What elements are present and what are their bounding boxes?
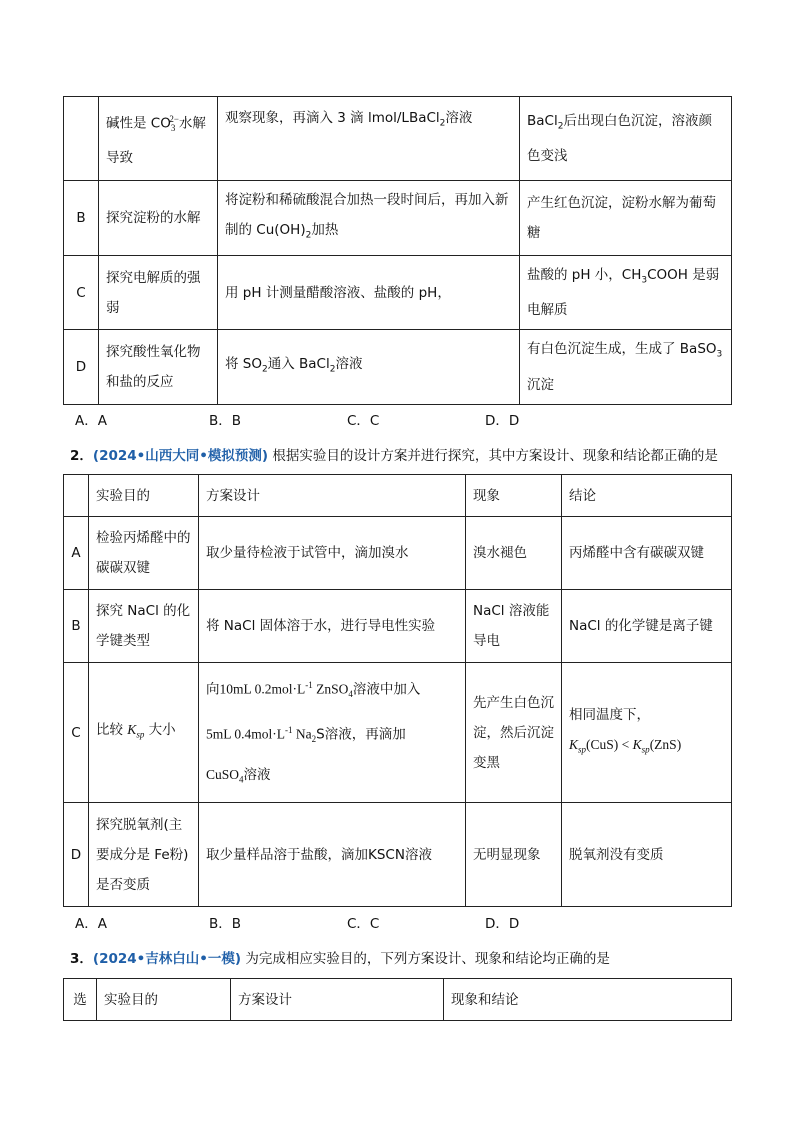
design-line: CuSO$_4$溶液 bbox=[206, 767, 271, 786]
table-row bbox=[64, 181, 732, 256]
table-1 bbox=[63, 96, 732, 405]
design-cell: 将 NaCl 固体溶于水，进行导电性实验 bbox=[199, 590, 466, 663]
question-text: 为完成相应实验目的，下列方案设计、现象和结论均正确的是 bbox=[245, 951, 610, 967]
row-label: C bbox=[64, 255, 99, 330]
table-3 bbox=[63, 978, 732, 1021]
design-cell bbox=[199, 663, 466, 803]
goal-cell: 探究酸性氧化物和盐的反应 bbox=[99, 330, 218, 405]
design-cell: 用 pH 计测量醋酸溶液、盐酸的 pH， bbox=[218, 255, 520, 330]
question-number: 2． bbox=[70, 448, 93, 464]
question-number: 3． bbox=[70, 951, 93, 967]
choice-b: B．B bbox=[209, 916, 242, 932]
choice-c: C．C bbox=[347, 916, 380, 932]
question-source: (2024•山西大同•模拟预测) bbox=[92, 448, 269, 464]
header-goal: 实验目的 bbox=[97, 979, 231, 1021]
choice-c: C．C bbox=[347, 413, 380, 429]
conclusion-cell: NaCl 的化学键是离子键 bbox=[562, 590, 732, 663]
question-2-stem bbox=[70, 444, 718, 464]
row-label: C bbox=[64, 663, 89, 803]
header-goal: 实验目的 bbox=[89, 475, 199, 517]
row-label: A bbox=[64, 517, 89, 590]
design-cell: 将 $SO_2$通入 BaCl$_2$溶液 bbox=[218, 330, 520, 405]
header-design: 方案设计 bbox=[231, 979, 444, 1021]
row-label: B bbox=[64, 590, 89, 663]
goal-cell: 比较 $K_{sp}$ 大小 bbox=[89, 663, 199, 803]
row-label bbox=[64, 97, 99, 181]
header-design: 方案设计 bbox=[199, 475, 466, 517]
phenomenon-cell: NaCl 溶液能导电 bbox=[466, 590, 562, 663]
design-line: 向10mL $0.2mol\cdot L^{-1}$ ZnSO$_4$溶液中加入 bbox=[206, 680, 421, 700]
header-cell bbox=[64, 475, 89, 517]
goal-cell: 检验丙烯醛中的碳碳双键 bbox=[89, 517, 199, 590]
header-conclusion: 结论 bbox=[562, 475, 732, 517]
result-cell: 盐酸的 pH 小，$CH_3COOH$ 是弱电解质 bbox=[520, 255, 732, 330]
question-text: 根据实验目的设计方案并进行探究，其中方案设计、现象和结论都正确的是 bbox=[272, 448, 718, 464]
question-3-stem bbox=[70, 947, 610, 967]
design-cell: 取少量待检液于试管中，滴加溴水 bbox=[199, 517, 466, 590]
design-cell: 观察现象，再滴入 3 滴 lmol/LBaCl$_2$溶液 bbox=[218, 97, 520, 181]
row-label: D bbox=[64, 803, 89, 907]
row-label: D bbox=[64, 330, 99, 405]
table-header-row bbox=[64, 475, 732, 517]
design-cell: 取少量样品溶于盐酸，滴加KSCN溶液 bbox=[199, 803, 466, 907]
goal-cell: 探究脱氧剂(主要成分是 Fe粉)是否变质 bbox=[89, 803, 199, 907]
phenomenon-cell: 先产生白色沉淀，然后沉淀变黑 bbox=[466, 663, 562, 803]
design-cell: 将淀粉和稀硫酸混合加热一段时间后，再加入新制的 $Cu(OH)_2$加热 bbox=[218, 181, 520, 256]
table-row bbox=[64, 330, 732, 405]
table-row bbox=[64, 590, 732, 663]
choice-b: B．B bbox=[209, 413, 242, 429]
phenomenon-cell: 无明显现象 bbox=[466, 803, 562, 907]
choice-a: A．A bbox=[75, 413, 107, 429]
table-row bbox=[64, 517, 732, 590]
result-cell: 产生红色沉淀，淀粉水解为葡萄糖 bbox=[520, 181, 732, 256]
goal-cell: 探究 NaCl 的化学键类型 bbox=[89, 590, 199, 663]
phenomenon-cell: 溴水褪色 bbox=[466, 517, 562, 590]
question-source: (2024•吉林白山•一模) bbox=[92, 951, 242, 967]
table-row bbox=[64, 255, 732, 330]
goal-cell: 探究淀粉的水解 bbox=[99, 181, 218, 256]
choice-a: A．A bbox=[75, 916, 107, 932]
goal-cell: 碱性是 $CO_3^{2-}$水解导致 bbox=[99, 97, 218, 181]
design-line: 5mL $0.4mol\cdot L^{-1}$ $Na_2S$溶液，再滴加 bbox=[206, 725, 406, 745]
header-cell: 选 bbox=[64, 979, 97, 1021]
choice-d: D．D bbox=[485, 916, 520, 932]
result-cell: BaCl$_2$后出现白色沉淀，溶液颜色变浅 bbox=[520, 97, 732, 181]
row-label: B bbox=[64, 181, 99, 256]
goal-cell: 探究电解质的强弱 bbox=[99, 255, 218, 330]
table-header-row bbox=[64, 979, 732, 1021]
table-row bbox=[64, 97, 732, 181]
choice-d: D．D bbox=[485, 413, 520, 429]
conclusion-cell: 丙烯醛中含有碳碳双键 bbox=[562, 517, 732, 590]
table-2 bbox=[63, 474, 732, 907]
conclusion-cell: 相同温度下， $K_{sp}(CuS) < K_{sp}(ZnS)$ bbox=[562, 663, 732, 803]
table-row bbox=[64, 663, 732, 803]
result-cell: 有白色沉淀生成，生成了 BaSO$_3$沉淀 bbox=[520, 330, 732, 405]
header-result: 现象和结论 bbox=[444, 979, 732, 1021]
table-row bbox=[64, 803, 732, 907]
header-phenomenon: 现象 bbox=[466, 475, 562, 517]
conclusion-cell: 脱氧剂没有变质 bbox=[562, 803, 732, 907]
